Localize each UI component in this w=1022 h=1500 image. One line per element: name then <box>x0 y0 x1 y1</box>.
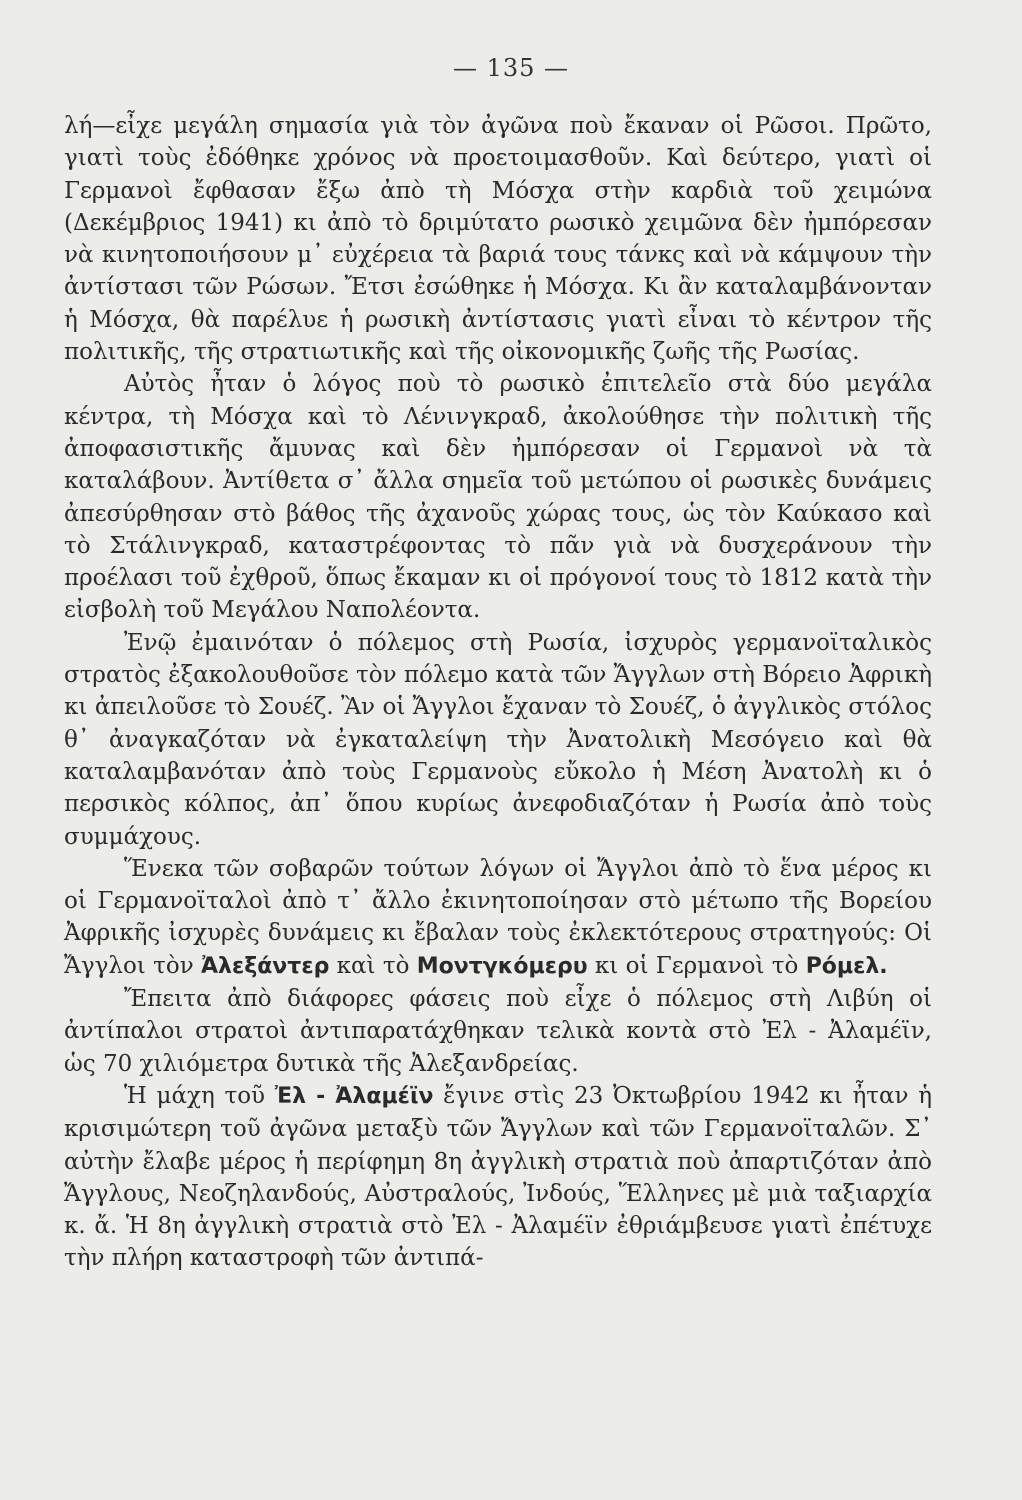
paragraph-text-segment: Ἕνεκα τῶν σοβαρῶν τούτων λόγων οἱ Ἄγγλοι ἀπὸ τὸ ἕνα μέρος κι οἱ Γερμανοϊταλοὶ ἀπὸ τ᾽ ἄλλο ἐκινητοποίησαν στὸ μέτωπο τῆς Βορείου Ἀφρικῆς ἰσχυρὲς δυνάμεις κι ἔβαλαν τοὺς ἐκλεκτότερους στρατηγούς: Οἱ Ἄγγλοι τὸν <box>64 855 932 979</box>
general-rommel: Ρόμελ. <box>805 953 888 979</box>
el-alamein-name: Ἐλ - Ἀλαμέϊν <box>274 1083 434 1109</box>
paragraph-text-segment: ἔγινε στὶς 23 Ὀκτωβρίου 1942 κι ἦταν ἡ κρισιμώτερη τοῦ ἀγῶνα μεταξὺ τῶν Ἄγγλων καὶ τῶν Γερμανοϊταλῶν. Σ᾽ αὐτὴν ἔλαβε μέρος ἡ περίφημη 8η ἀγγλικὴ στρατιὰ ποὺ ἀπαρτιζόταν ἀπὸ Ἄγγλους, Νεοζηλανδούς, Αὐστραλούς, Ἰνδούς, Ἕλληνες μὲ μιὰ ταξιαρχία κ. ἄ. Ἡ 8η ἀγγλικὴ στρατιὰ στὸ Ἐλ - Ἀλαμέϊν ἐθριάμβευσε γιατὶ ἐπέτυχε τὴν πλήρη καταστροφὴ τῶν ἀντιπά- <box>64 1082 932 1272</box>
general-montgomery: Μοντγκόμερυ <box>416 953 588 979</box>
paragraph-el-alamein <box>64 1080 932 1275</box>
paragraph-libya: Ἔπειτα ἀπὸ διάφορες φάσεις ποὺ εἶχε ὁ πόλεμος στὴ Λιβύη οἱ ἀντίπαλοι στρατοὶ ἀντιπαρατάχθηκαν τελικὰ κοντὰ στὸ Ἐλ - Ἀλαμέϊν, ὡς 70 χιλιόμετρα δυτικὰ τῆς Ἀλεξανδρείας. <box>64 986 932 1077</box>
body-text <box>64 110 932 1275</box>
paragraph-text-segment: καὶ τὸ <box>329 952 417 979</box>
paragraph-russian-defense: Αὐτὸς ἦταν ὁ λόγος ποὺ τὸ ρωσικὸ ἐπιτελεῖο στὰ δύο μεγάλα κέντρα, τὴ Μόσχα καὶ τὸ Λένινγκραδ, ἀκολούθησε τὴν πολιτικὴ τῆς ἀποφασιστικῆς ἄμυνας καὶ δὲν ἠμπόρεσαν οἱ Γερμανοὶ νὰ τὰ καταλάβουν. Ἀντίθετα σ᾽ ἄλλα σημεῖα τοῦ μετώπου οἱ ρωσικὲς δυνάμεις ἀπεσύρθησαν στὸ βάθος τῆς ἀχανοῦς χώρας τους, ὡς τὸν Καύκασο καὶ τὸ Στάλινγκραδ, καταστρέφοντας τὸ πᾶν γιὰ νὰ δυσχεράνουν τὴν προέλασι τοῦ ἐχθροῦ, ὅπως ἔκαμαν κι οἱ πρόγονοί τους τὸ 1812 κατὰ τὴν εἰσβολὴ τοῦ Μεγάλου Ναπολέοντα. <box>64 371 932 624</box>
paragraph-text-segment: Ἡ μάχη τοῦ <box>124 1082 275 1109</box>
paragraph-generals <box>64 853 932 983</box>
page-number: — 135 — <box>452 54 570 82</box>
paragraph-text-segment: κι οἱ Γερμανοὶ τὸ <box>587 952 806 979</box>
paragraph-moscow-winter: λή—εἶχε μεγάλη σημασία γιὰ τὸν ἀγῶνα ποὺ ἔκαναν οἱ Ρῶσοι. Πρῶτο, γιατὶ τοὺς ἐδόθηκε χρόνος νὰ προετοιμασθοῦν. Καὶ δεύτερο, γιατὶ οἱ Γερμανοὶ ἔφθασαν ἔξω ἀπὸ τὴ Μόσχα στὴν καρδιὰ τοῦ χειμώνα (Δεκέμβριος 1941) κι ἀπὸ τὸ δριμύτατο ρωσικὸ χειμῶνα δὲν ἠμπόρεσαν νὰ κινητοποιήσουν μ᾽ εὐχέρεια τὰ βαριά τους τάνκς καὶ νὰ κάμψουν τὴν ἀντίστασι τῶν Ρώσων. Ἔτσι ἐσώθηκε ἡ Μόσχα. Κι ἂν καταλαμβάνονταν ἡ Μόσχα, θὰ παρέλυε ἡ ρωσικὴ ἀντίστασις γιατὶ εἶναι τὸ κέντρον τῆς πολιτικῆς, τῆς στρατιωτικῆς καὶ τῆς οἰκονομικῆς ζωῆς τῆς Ρωσίας. <box>64 113 932 366</box>
paragraph-north-africa: Ἐνῷ ἐμαινόταν ὁ πόλεμος στὴ Ρωσία, ἰσχυρὸς γερμανοϊταλικὸς στρατὸς ἐξακολουθοῦσε τὸν πόλεμο κατὰ τῶν Ἄγγλων στὴ Βόρειο Ἀφρικὴ κι ἀπειλοῦσε τὸ Σουέζ. Ἂν οἱ Ἄγγλοι ἔχαναν τὸ Σουέζ, ὁ ἀγγλικὸς στόλος θ᾽ ἀναγκαζόταν νὰ ἐγκαταλείψη τὴν Ἀνατολικὴ Μεσόγειο καὶ θὰ καταλαμβανόταν ἀπὸ τοὺς Γερμανοὺς εὔκολο ἡ Μέση Ἀνατολὴ κι ὁ περσικὸς κόλπος, ἀπ᾽ ὅπου κυρίως ἀνεφοδιαζόταν ἡ Ρωσία ἀπὸ τοὺς συμμάχους. <box>64 629 932 850</box>
general-alexander: Ἀλεξάντερ <box>201 953 330 979</box>
